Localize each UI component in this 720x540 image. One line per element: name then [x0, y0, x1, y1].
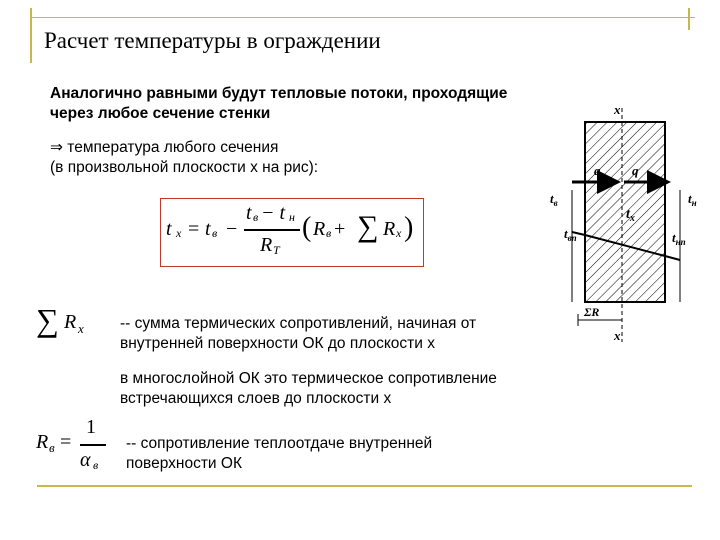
t-outer-air: t	[688, 191, 692, 206]
rv-denominator: α	[80, 449, 91, 471]
flow-label-left: q	[594, 163, 601, 178]
sum-desc-line-1: -- сумма термических сопротивлений, начиная от	[120, 315, 477, 332]
formula-r-x-sub: x	[396, 226, 402, 240]
rv-lhs-sub: в	[49, 440, 55, 455]
frame-top-line	[30, 17, 695, 18]
formula-r-v: R	[313, 218, 326, 240]
rv-numerator: 1	[86, 416, 96, 438]
formula-t-in-sub: в	[212, 226, 218, 240]
wall-temperature-diagram	[540, 90, 710, 355]
formula-eq: =	[188, 218, 200, 240]
formula-numerator-sub-2: н	[289, 210, 295, 224]
axis-label-top: x	[614, 102, 621, 117]
fraction-bar	[244, 229, 300, 231]
consequence-line-1: ⇒ температура любого сечения	[50, 139, 279, 156]
rv-lhs: R	[36, 431, 49, 453]
label-t-inner-air	[550, 191, 558, 208]
formula-numerator-sub-1: в	[253, 210, 259, 224]
t-inner-air-sub: в	[553, 198, 558, 208]
sum-sigma: ∑	[36, 302, 59, 338]
rv-eq: =	[60, 431, 72, 453]
label-t-outer-surface	[672, 230, 686, 247]
label-t-outer-air	[688, 191, 697, 208]
consequence-line-2: (в произвольной плоскости x на рис):	[50, 159, 319, 176]
formula-r-v-sub: в	[326, 226, 332, 240]
multilayer-line-2: встречающихся слоев до плоскости x	[120, 390, 392, 407]
sum-r: R	[64, 311, 77, 333]
intro-line-1: Аналогично равными будут тепловые потоки, проходящие	[50, 85, 508, 102]
flow-label-right: q	[632, 163, 639, 178]
rv-desc-line-2: поверхности ОК	[126, 455, 242, 472]
formula-lhs-sub: x	[176, 226, 182, 240]
t-inner-surface: t	[564, 226, 568, 241]
formula-numerator-mid: − t	[261, 202, 286, 224]
multilayer-line-1: в многослойной ОК это термическое сопротивление	[120, 370, 497, 387]
t-section: t	[626, 207, 630, 222]
formula-paren-close: )	[404, 212, 414, 243]
sum-desc-line-2: внутренней поверхности ОК до плоскости x	[120, 335, 435, 352]
temperature-line-outer	[665, 256, 680, 260]
t-section-sub: x	[629, 213, 635, 224]
t-outer-surface: t	[672, 230, 676, 245]
sum-r-label: ΣR	[584, 305, 600, 319]
slide-title: Расчет температуры в ограждении	[44, 28, 381, 53]
frame-right-tick	[688, 8, 690, 30]
wall-section	[585, 122, 665, 302]
formula-minus: −	[226, 218, 238, 240]
frame-bottom-line	[37, 485, 692, 487]
intro-line-2: через любое сечение стенки	[50, 105, 271, 122]
formula-t-in: t	[205, 218, 211, 240]
formula-r-x: R	[383, 218, 396, 240]
t-inner-air: t	[550, 191, 554, 206]
formula-numerator: t	[246, 202, 252, 224]
formula-denominator-sub: T	[273, 243, 280, 257]
formula-lhs: t	[166, 218, 172, 240]
label-t-inner-surface	[564, 226, 577, 243]
rv-denominator-sub: в	[93, 458, 99, 472]
sum-r-sub: x	[78, 321, 84, 336]
formula-paren-open: (	[302, 212, 312, 243]
axis-label-bottom: x	[614, 328, 621, 343]
formula-denominator: R	[260, 234, 273, 256]
rv-desc-line-1: -- сопротивление теплоотдаче внутренней	[126, 435, 433, 452]
rv-fraction-bar	[80, 444, 106, 446]
formula-plus: +	[334, 218, 346, 240]
t-outer-surface-sub: нп	[675, 237, 686, 247]
t-inner-surface-sub: вп	[567, 233, 577, 243]
formula-sigma: ∑	[357, 210, 379, 243]
t-outer-air-sub: н	[691, 198, 697, 208]
